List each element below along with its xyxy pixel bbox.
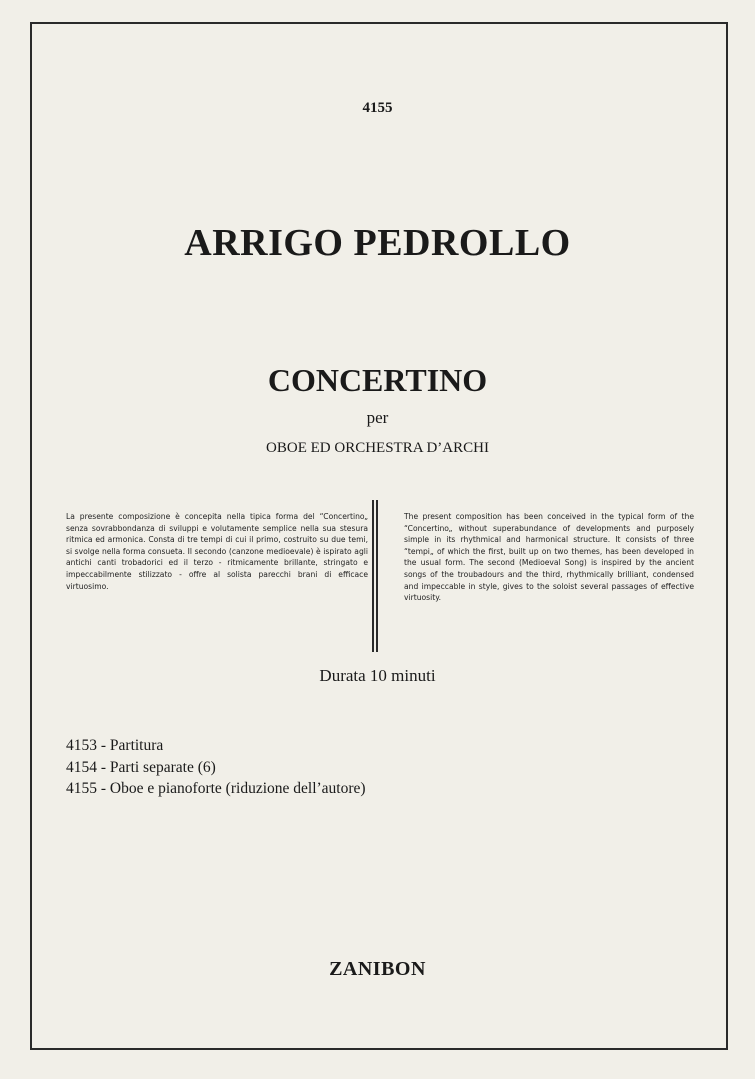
publisher-name: ZANIBON [329, 958, 426, 980]
editions-list [66, 735, 366, 800]
column-divider [372, 500, 378, 652]
duration: Durata 10 minuti [319, 666, 436, 685]
description-english: The present composition has been conceived in the typical form of the “Concertino„ without superabundance of developments and purposely simple in its rhythmical and harmonical structure. It consists of three “tempi„ of which the first, built up on two themes, has been developed in the usual form. The second (Medioeval Song) is inspired by the ancient songs of the troubadours and the third, rhythmically brilliant, condensed and impeccable in style, gives to the soloist several passages of effective virtuosity. [404, 512, 694, 603]
catalog-number: 4155 [362, 100, 393, 116]
description-italian: La presente composizione è concepita nella tipica forma del “Concertino„ senza sovrabbondanza di sviluppi e volutamente semplice nella sua stesura ritmica ed armonica. Consta di tre tempi di cui il primo, costruito su due temi, si svolge nella forma consueta. Il secondo (canzone medioevale) è ispirato agli antichi canti trobadorici ed il terzo - ritmicamente brillante, stringato e impeccabilmente stilizzato - offre al solista parecchi brani di efficace virtuosimo. [66, 512, 368, 591]
edition-item: 4154 - Parti separate (6) [66, 758, 216, 776]
work-title: CONCERTINO [267, 362, 488, 398]
instrumentation: OBOE ED ORCHESTRA D’ARCHI [266, 440, 489, 456]
edition-item: 4153 - Partitura [66, 737, 164, 754]
composer-name: ARRIGO PEDROLLO [184, 222, 571, 264]
edition-item: 4155 - Oboe e pianoforte (riduzione dell’autore) [66, 780, 366, 797]
per-label: per [366, 408, 389, 427]
